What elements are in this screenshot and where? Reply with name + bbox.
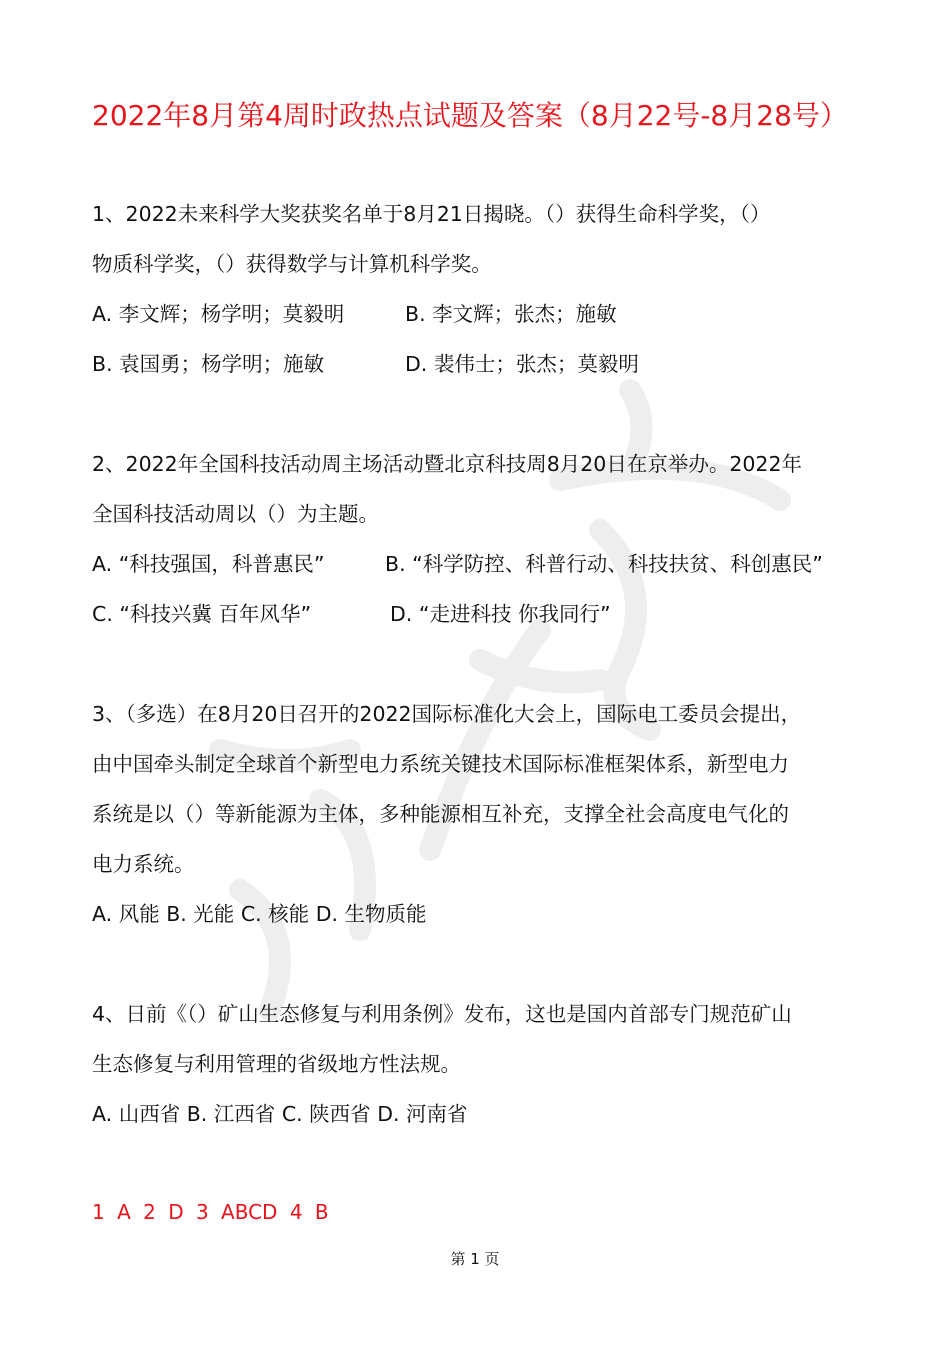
question-2-options-row-1 [92, 549, 892, 579]
question-3-options: A. 风能 B. 光能 C. 核能 D. 生物质能 [92, 902, 427, 926]
question-2-line-2: 全国科技活动周以（）为主题。 [92, 502, 379, 526]
question-1-option-d: D. 裴伟士；张杰；莫毅明 [405, 352, 639, 376]
question-1-line-1: 1、2022未来科学大奖获奖名单于8月21日揭晓。（）获得生命科学奖，（） [92, 202, 771, 226]
answer-key: 1 A 2 D 3 ABCD 4 B [92, 1200, 329, 1224]
question-1-option-a: A. 李文辉；杨学明；莫毅明 [92, 302, 345, 326]
question-1-options-row-1 [92, 299, 892, 329]
question-2-option-b: B. “科学防控、科普行动、科技扶贫、科创惠民” [385, 552, 823, 576]
page-number: 第 1 页 [450, 1250, 500, 1268]
question-1-line-2: 物质科学奖，（）获得数学与计算机科学奖。 [92, 252, 492, 276]
question-2-options-row-2 [92, 599, 892, 629]
question-2-option-a: A. “科技强国，科普惠民” [92, 552, 325, 576]
question-4-options: A. 山西省 B. 江西省 C. 陕西省 D. 河南省 [92, 1102, 468, 1126]
question-4-line-1: 4、日前《（）矿山生态修复与利用条例》发布，这也是国内首部专门规范矿山 [92, 1002, 792, 1026]
question-2-option-c: C. “科技兴冀 百年风华” [92, 602, 312, 626]
question-1-option-b: B. 李文辉；张杰；施敏 [405, 302, 617, 326]
question-2-line-1: 2、2022年全国科技活动周主场活动暨北京科技周8月20日在京举办。2022年 [92, 452, 803, 476]
document-title: 2022年8月第4周时政热点试题及答案（8月22号-8月28号） [92, 99, 848, 132]
question-1-options-row-2 [92, 349, 892, 379]
question-1-option-c: B. 袁国勇；杨学明；施敏 [92, 352, 325, 376]
question-3-line-1: 3、（多选）在8月20日召开的2022国际标准化大会上，国际电工委员会提出， [92, 702, 802, 726]
question-3-line-4: 电力系统。 [92, 852, 195, 876]
question-3-line-3: 系统是以（）等新能源为主体，多种能源相互补充，支撑全社会高度电气化的 [92, 802, 789, 826]
question-4-line-2: 生态修复与利用管理的省级地方性法规。 [92, 1052, 461, 1076]
question-2-option-d: D. “走进科技 你我同行” [390, 602, 611, 626]
question-3-line-2: 由中国牵头制定全球首个新型电力系统关键技术国际标准框架体系，新型电力 [92, 752, 789, 776]
